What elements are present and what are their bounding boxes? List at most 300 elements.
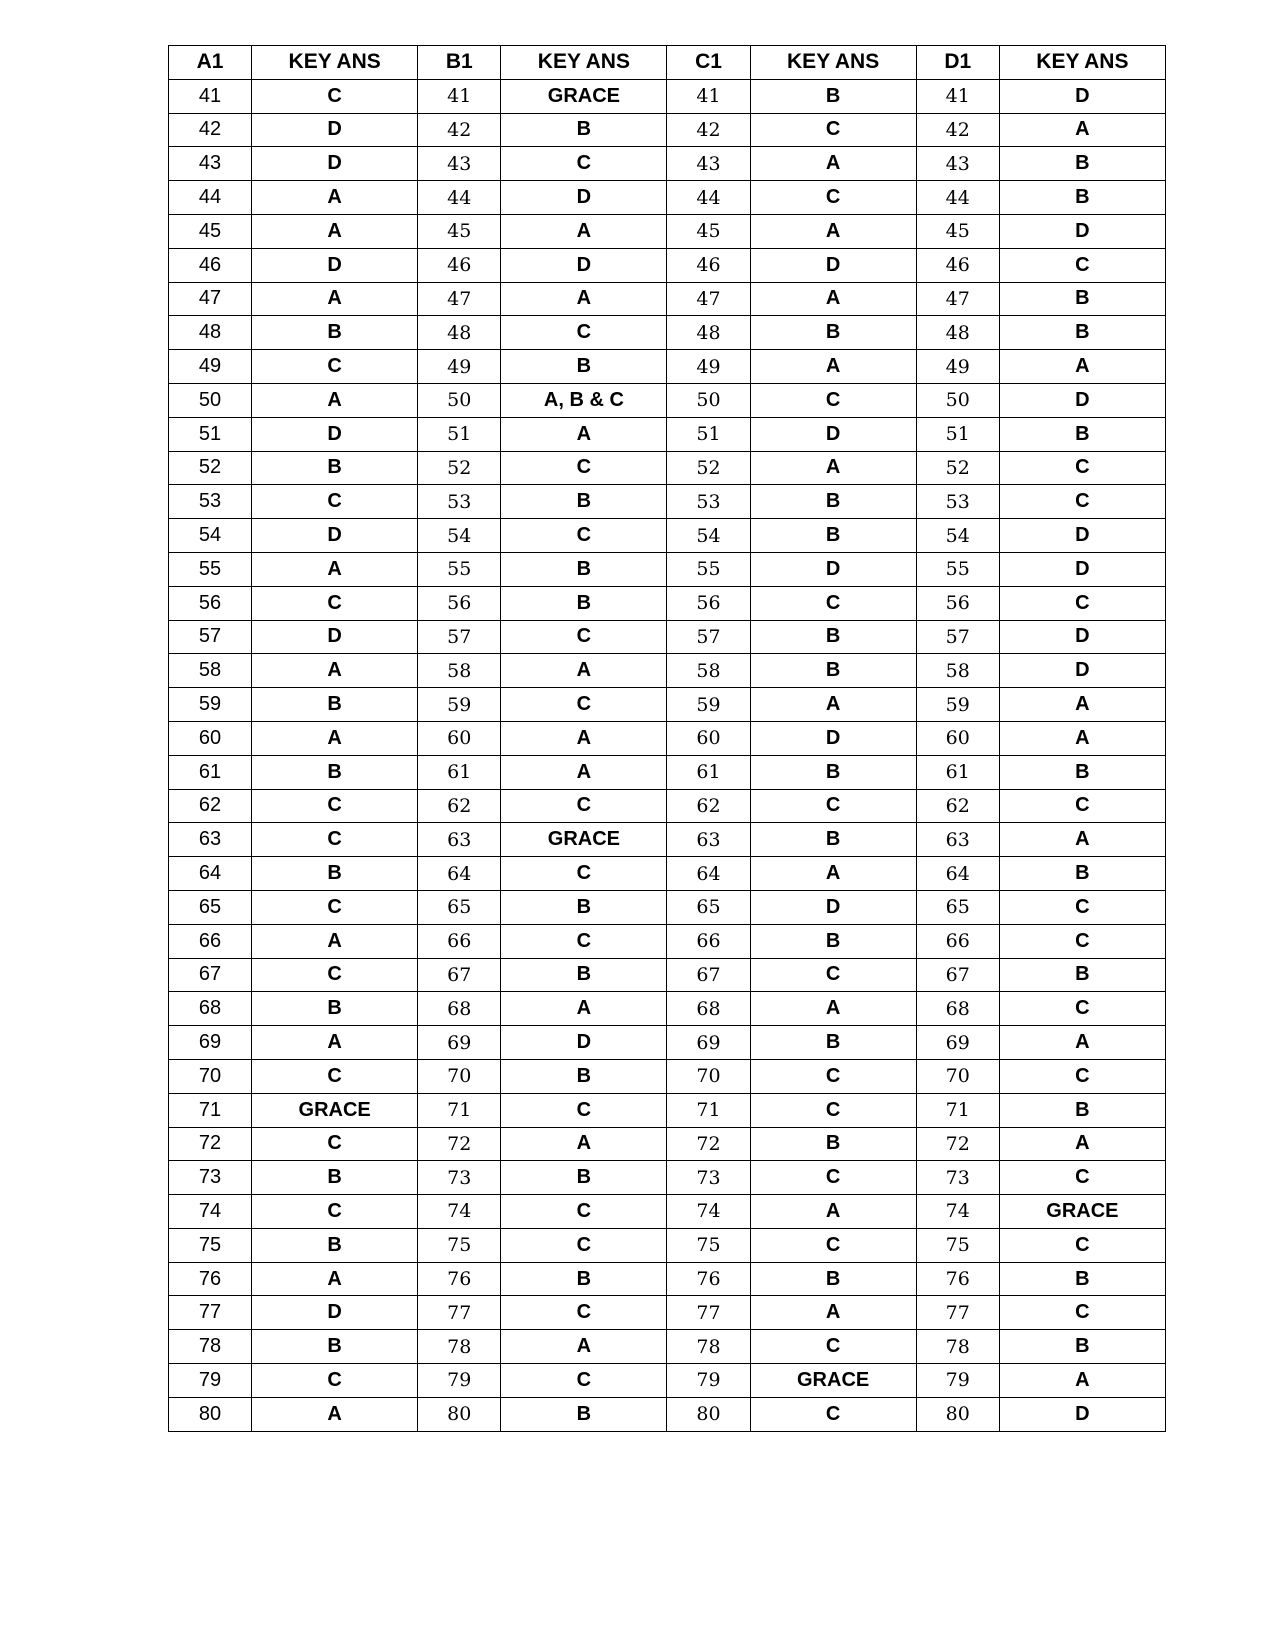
question-number-d1: 74 — [916, 1195, 999, 1229]
key-answer-c1: C — [750, 586, 916, 620]
question-number-c1: 66 — [667, 924, 750, 958]
question-number-b1: 74 — [418, 1195, 501, 1229]
question-number-b1: 52 — [418, 451, 501, 485]
key-answer-a1: B — [252, 755, 418, 789]
question-number-a1: 56 — [169, 586, 252, 620]
table-row — [169, 620, 1166, 654]
key-answer-a1: B — [252, 316, 418, 350]
key-answer-b1: B — [501, 1397, 667, 1431]
question-number-c1: 65 — [667, 890, 750, 924]
key-answer-b1: B — [501, 350, 667, 384]
key-answer-b1: D — [501, 181, 667, 215]
question-number-c1: 72 — [667, 1127, 750, 1161]
question-number-a1: 44 — [169, 181, 252, 215]
key-answer-a1: B — [252, 451, 418, 485]
key-answer-d1: D — [999, 79, 1165, 113]
key-answer-c1: GRACE — [750, 1364, 916, 1398]
table-row — [169, 383, 1166, 417]
question-number-a1: 52 — [169, 451, 252, 485]
question-number-a1: 53 — [169, 485, 252, 519]
key-answer-c1: C — [750, 1228, 916, 1262]
table-row — [169, 586, 1166, 620]
question-number-d1: 52 — [916, 451, 999, 485]
question-number-a1: 62 — [169, 789, 252, 823]
question-number-d1: 54 — [916, 519, 999, 553]
question-number-b1: 50 — [418, 383, 501, 417]
question-number-b1: 68 — [418, 992, 501, 1026]
question-number-b1: 59 — [418, 688, 501, 722]
key-answer-b1: C — [501, 857, 667, 891]
key-answer-b1: C — [501, 924, 667, 958]
question-number-c1: 41 — [667, 79, 750, 113]
question-number-a1: 72 — [169, 1127, 252, 1161]
key-answer-a1: C — [252, 789, 418, 823]
header-key-ans-c1: KEY ANS — [750, 46, 916, 80]
key-answer-b1: A — [501, 1330, 667, 1364]
key-answer-a1: C — [252, 79, 418, 113]
key-answer-a1: D — [252, 417, 418, 451]
key-answer-b1: A — [501, 721, 667, 755]
key-answer-d1: C — [999, 924, 1165, 958]
key-answer-d1: B — [999, 282, 1165, 316]
question-number-c1: 75 — [667, 1228, 750, 1262]
key-answer-c1: C — [750, 1330, 916, 1364]
key-answer-b1: A, B & C — [501, 383, 667, 417]
table-body — [169, 79, 1166, 1431]
question-number-b1: 51 — [418, 417, 501, 451]
key-answer-b1: C — [501, 789, 667, 823]
key-answer-c1: C — [750, 1093, 916, 1127]
key-answer-a1: B — [252, 1330, 418, 1364]
question-number-c1: 76 — [667, 1262, 750, 1296]
question-number-b1: 60 — [418, 721, 501, 755]
key-answer-a1: A — [252, 552, 418, 586]
question-number-d1: 72 — [916, 1127, 999, 1161]
table-row — [169, 113, 1166, 147]
table-row — [169, 451, 1166, 485]
key-answer-d1: D — [999, 620, 1165, 654]
key-answer-c1: B — [750, 823, 916, 857]
question-number-a1: 73 — [169, 1161, 252, 1195]
key-answer-b1: B — [501, 485, 667, 519]
key-answer-c1: B — [750, 755, 916, 789]
question-number-c1: 53 — [667, 485, 750, 519]
header-c1: C1 — [667, 46, 750, 80]
question-number-a1: 80 — [169, 1397, 252, 1431]
question-number-a1: 59 — [169, 688, 252, 722]
question-number-c1: 78 — [667, 1330, 750, 1364]
key-answer-a1: C — [252, 958, 418, 992]
key-answer-c1: B — [750, 519, 916, 553]
key-answer-d1: A — [999, 823, 1165, 857]
key-answer-d1: A — [999, 721, 1165, 755]
key-answer-d1: B — [999, 417, 1165, 451]
question-number-a1: 49 — [169, 350, 252, 384]
question-number-d1: 66 — [916, 924, 999, 958]
question-number-c1: 67 — [667, 958, 750, 992]
table-row — [169, 755, 1166, 789]
key-answer-a1: D — [252, 1296, 418, 1330]
key-answer-a1: C — [252, 1059, 418, 1093]
key-answer-a1: C — [252, 823, 418, 857]
table-row — [169, 1228, 1166, 1262]
key-answer-d1: A — [999, 350, 1165, 384]
table-row — [169, 958, 1166, 992]
key-answer-c1: C — [750, 113, 916, 147]
table-row — [169, 1364, 1166, 1398]
question-number-b1: 48 — [418, 316, 501, 350]
question-number-b1: 57 — [418, 620, 501, 654]
question-number-c1: 52 — [667, 451, 750, 485]
header-a1: A1 — [169, 46, 252, 80]
key-answer-c1: D — [750, 552, 916, 586]
key-answer-b1: C — [501, 1364, 667, 1398]
key-answer-c1: A — [750, 451, 916, 485]
key-answer-c1: A — [750, 350, 916, 384]
question-number-a1: 76 — [169, 1262, 252, 1296]
key-answer-a1: A — [252, 181, 418, 215]
question-number-d1: 67 — [916, 958, 999, 992]
question-number-d1: 75 — [916, 1228, 999, 1262]
key-answer-d1: B — [999, 755, 1165, 789]
key-answer-b1: A — [501, 992, 667, 1026]
key-answer-d1: B — [999, 1093, 1165, 1127]
question-number-b1: 71 — [418, 1093, 501, 1127]
question-number-d1: 42 — [916, 113, 999, 147]
question-number-d1: 55 — [916, 552, 999, 586]
question-number-c1: 54 — [667, 519, 750, 553]
key-answer-b1: B — [501, 1059, 667, 1093]
key-answer-a1: C — [252, 1195, 418, 1229]
key-answer-c1: B — [750, 654, 916, 688]
question-number-b1: 46 — [418, 248, 501, 282]
key-answer-c1: C — [750, 1059, 916, 1093]
question-number-c1: 74 — [667, 1195, 750, 1229]
question-number-b1: 43 — [418, 147, 501, 181]
question-number-b1: 70 — [418, 1059, 501, 1093]
question-number-b1: 78 — [418, 1330, 501, 1364]
key-answer-d1: C — [999, 789, 1165, 823]
key-answer-a1: C — [252, 1364, 418, 1398]
key-answer-d1: C — [999, 992, 1165, 1026]
question-number-d1: 49 — [916, 350, 999, 384]
question-number-a1: 51 — [169, 417, 252, 451]
key-answer-c1: C — [750, 958, 916, 992]
question-number-a1: 58 — [169, 654, 252, 688]
question-number-c1: 57 — [667, 620, 750, 654]
question-number-b1: 63 — [418, 823, 501, 857]
question-number-a1: 45 — [169, 214, 252, 248]
table-row — [169, 519, 1166, 553]
table-row — [169, 1127, 1166, 1161]
question-number-b1: 47 — [418, 282, 501, 316]
table-row — [169, 1330, 1166, 1364]
key-answer-a1: D — [252, 620, 418, 654]
key-answer-c1: C — [750, 1161, 916, 1195]
question-number-d1: 68 — [916, 992, 999, 1026]
key-answer-d1: C — [999, 586, 1165, 620]
question-number-c1: 70 — [667, 1059, 750, 1093]
key-answer-d1: A — [999, 113, 1165, 147]
key-answer-a1: A — [252, 1026, 418, 1060]
question-number-d1: 60 — [916, 721, 999, 755]
question-number-d1: 64 — [916, 857, 999, 891]
header-key-ans-d1: KEY ANS — [999, 46, 1165, 80]
table-row — [169, 992, 1166, 1026]
key-answer-c1: C — [750, 383, 916, 417]
question-number-a1: 60 — [169, 721, 252, 755]
key-answer-b1: C — [501, 451, 667, 485]
question-number-d1: 56 — [916, 586, 999, 620]
question-number-d1: 73 — [916, 1161, 999, 1195]
key-answer-b1: C — [501, 316, 667, 350]
question-number-c1: 45 — [667, 214, 750, 248]
key-answer-c1: B — [750, 1026, 916, 1060]
key-answer-d1: A — [999, 1127, 1165, 1161]
key-answer-c1: A — [750, 857, 916, 891]
key-answer-c1: B — [750, 924, 916, 958]
table-row — [169, 181, 1166, 215]
question-number-a1: 68 — [169, 992, 252, 1026]
key-answer-b1: C — [501, 1228, 667, 1262]
question-number-b1: 55 — [418, 552, 501, 586]
question-number-b1: 80 — [418, 1397, 501, 1431]
question-number-c1: 62 — [667, 789, 750, 823]
key-answer-c1: A — [750, 282, 916, 316]
key-answer-a1: B — [252, 1161, 418, 1195]
key-answer-c1: A — [750, 1296, 916, 1330]
key-answer-b1: D — [501, 248, 667, 282]
question-number-d1: 48 — [916, 316, 999, 350]
key-answer-c1: D — [750, 721, 916, 755]
table-row — [169, 1397, 1166, 1431]
question-number-d1: 47 — [916, 282, 999, 316]
key-answer-c1: C — [750, 789, 916, 823]
question-number-d1: 69 — [916, 1026, 999, 1060]
key-answer-d1: C — [999, 1059, 1165, 1093]
question-number-a1: 55 — [169, 552, 252, 586]
table-row — [169, 248, 1166, 282]
question-number-a1: 63 — [169, 823, 252, 857]
table-row — [169, 654, 1166, 688]
question-number-c1: 64 — [667, 857, 750, 891]
question-number-d1: 80 — [916, 1397, 999, 1431]
key-answer-b1: A — [501, 1127, 667, 1161]
question-number-b1: 75 — [418, 1228, 501, 1262]
key-answer-d1: C — [999, 1161, 1165, 1195]
question-number-a1: 50 — [169, 383, 252, 417]
key-answer-c1: B — [750, 1127, 916, 1161]
key-answer-a1: A — [252, 1397, 418, 1431]
header-key-ans-b1: KEY ANS — [501, 46, 667, 80]
key-answer-d1: A — [999, 688, 1165, 722]
table-row — [169, 1161, 1166, 1195]
key-answer-d1: B — [999, 1262, 1165, 1296]
table-row — [169, 147, 1166, 181]
question-number-c1: 69 — [667, 1026, 750, 1060]
key-answer-d1: D — [999, 1397, 1165, 1431]
key-answer-b1: C — [501, 620, 667, 654]
key-answer-b1: A — [501, 654, 667, 688]
question-number-d1: 45 — [916, 214, 999, 248]
key-answer-c1: C — [750, 181, 916, 215]
table-row — [169, 823, 1166, 857]
question-number-c1: 50 — [667, 383, 750, 417]
question-number-b1: 44 — [418, 181, 501, 215]
key-answer-b1: A — [501, 282, 667, 316]
header-key-ans-a1: KEY ANS — [252, 46, 418, 80]
key-answer-b1: C — [501, 519, 667, 553]
question-number-b1: 45 — [418, 214, 501, 248]
key-answer-b1: GRACE — [501, 823, 667, 857]
key-answer-a1: D — [252, 519, 418, 553]
table-row — [169, 721, 1166, 755]
question-number-d1: 44 — [916, 181, 999, 215]
question-number-b1: 65 — [418, 890, 501, 924]
key-answer-a1: B — [252, 1228, 418, 1262]
key-answer-c1: A — [750, 1195, 916, 1229]
question-number-b1: 76 — [418, 1262, 501, 1296]
key-answer-a1: A — [252, 1262, 418, 1296]
table-row — [169, 1296, 1166, 1330]
key-answer-d1: C — [999, 1228, 1165, 1262]
question-number-b1: 61 — [418, 755, 501, 789]
header-d1: D1 — [916, 46, 999, 80]
table-row — [169, 1262, 1166, 1296]
question-number-c1: 44 — [667, 181, 750, 215]
key-answer-a1: GRACE — [252, 1093, 418, 1127]
question-number-a1: 43 — [169, 147, 252, 181]
key-answer-a1: D — [252, 113, 418, 147]
key-answer-a1: C — [252, 485, 418, 519]
question-number-b1: 64 — [418, 857, 501, 891]
key-answer-c1: A — [750, 214, 916, 248]
question-number-b1: 56 — [418, 586, 501, 620]
key-answer-d1: B — [999, 147, 1165, 181]
key-answer-d1: B — [999, 958, 1165, 992]
key-answer-d1: B — [999, 316, 1165, 350]
key-answer-d1: D — [999, 552, 1165, 586]
key-answer-c1: C — [750, 1397, 916, 1431]
key-answer-b1: C — [501, 1195, 667, 1229]
question-number-a1: 78 — [169, 1330, 252, 1364]
question-number-c1: 46 — [667, 248, 750, 282]
key-answer-d1: C — [999, 451, 1165, 485]
question-number-b1: 54 — [418, 519, 501, 553]
table-row — [169, 857, 1166, 891]
question-number-d1: 63 — [916, 823, 999, 857]
table-row — [169, 789, 1166, 823]
question-number-d1: 70 — [916, 1059, 999, 1093]
question-number-c1: 47 — [667, 282, 750, 316]
key-answer-d1: A — [999, 1026, 1165, 1060]
question-number-b1: 41 — [418, 79, 501, 113]
table-row — [169, 1093, 1166, 1127]
question-number-c1: 55 — [667, 552, 750, 586]
question-number-a1: 47 — [169, 282, 252, 316]
question-number-d1: 78 — [916, 1330, 999, 1364]
table-row — [169, 1059, 1166, 1093]
question-number-c1: 73 — [667, 1161, 750, 1195]
question-number-d1: 71 — [916, 1093, 999, 1127]
table-row — [169, 688, 1166, 722]
key-answer-a1: A — [252, 654, 418, 688]
question-number-c1: 51 — [667, 417, 750, 451]
question-number-a1: 66 — [169, 924, 252, 958]
key-answer-b1: B — [501, 586, 667, 620]
question-number-a1: 46 — [169, 248, 252, 282]
key-answer-b1: B — [501, 958, 667, 992]
key-answer-b1: A — [501, 417, 667, 451]
key-answer-d1: D — [999, 654, 1165, 688]
key-answer-c1: B — [750, 1262, 916, 1296]
key-answer-c1: D — [750, 890, 916, 924]
key-answer-d1: A — [999, 1364, 1165, 1398]
table-row — [169, 485, 1166, 519]
question-number-d1: 51 — [916, 417, 999, 451]
key-answer-d1: C — [999, 890, 1165, 924]
key-answer-d1: D — [999, 214, 1165, 248]
question-number-c1: 48 — [667, 316, 750, 350]
question-number-d1: 79 — [916, 1364, 999, 1398]
header-b1: B1 — [418, 46, 501, 80]
table-row — [169, 417, 1166, 451]
key-answer-d1: D — [999, 383, 1165, 417]
question-number-c1: 71 — [667, 1093, 750, 1127]
key-answer-b1: A — [501, 214, 667, 248]
question-number-d1: 41 — [916, 79, 999, 113]
question-number-a1: 61 — [169, 755, 252, 789]
question-number-c1: 58 — [667, 654, 750, 688]
key-answer-a1: B — [252, 857, 418, 891]
key-answer-d1: B — [999, 857, 1165, 891]
question-number-a1: 65 — [169, 890, 252, 924]
key-answer-a1: A — [252, 214, 418, 248]
key-answer-b1: B — [501, 890, 667, 924]
question-number-b1: 79 — [418, 1364, 501, 1398]
table-row — [169, 1026, 1166, 1060]
question-number-a1: 41 — [169, 79, 252, 113]
question-number-b1: 62 — [418, 789, 501, 823]
table-row — [169, 890, 1166, 924]
key-answer-a1: A — [252, 721, 418, 755]
question-number-c1: 43 — [667, 147, 750, 181]
key-answer-a1: A — [252, 282, 418, 316]
question-number-a1: 75 — [169, 1228, 252, 1262]
question-number-a1: 74 — [169, 1195, 252, 1229]
key-answer-b1: C — [501, 147, 667, 181]
question-number-d1: 57 — [916, 620, 999, 654]
question-number-b1: 49 — [418, 350, 501, 384]
question-number-a1: 42 — [169, 113, 252, 147]
key-answer-b1: B — [501, 1262, 667, 1296]
question-number-c1: 56 — [667, 586, 750, 620]
key-answer-d1: C — [999, 1296, 1165, 1330]
key-answer-a1: C — [252, 890, 418, 924]
table-row — [169, 79, 1166, 113]
question-number-b1: 58 — [418, 654, 501, 688]
key-answer-a1: B — [252, 688, 418, 722]
key-answer-a1: B — [252, 992, 418, 1026]
key-answer-d1: C — [999, 248, 1165, 282]
question-number-d1: 65 — [916, 890, 999, 924]
question-number-c1: 59 — [667, 688, 750, 722]
question-number-c1: 60 — [667, 721, 750, 755]
question-number-d1: 62 — [916, 789, 999, 823]
key-answer-a1: C — [252, 1127, 418, 1161]
question-number-a1: 71 — [169, 1093, 252, 1127]
question-number-a1: 79 — [169, 1364, 252, 1398]
